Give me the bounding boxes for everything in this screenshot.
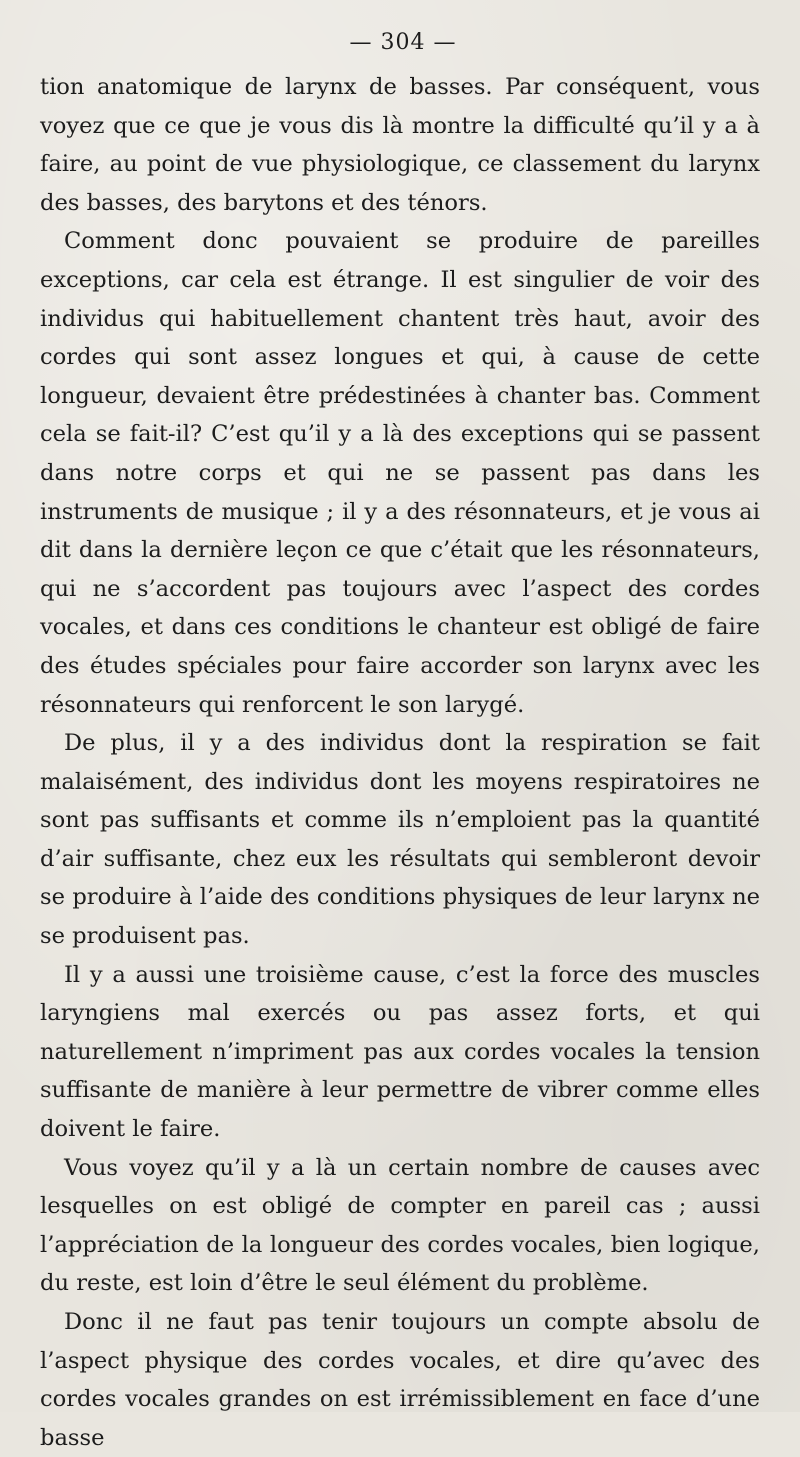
paragraph-causes: Vous voyez qu’il y a là un certain nombre de causes avec lesquelles on est obligé de compter en pareil cas ; aussi l’appréciation de la longueur des cordes vocales, bien logique, du reste, est loin d’être le seul élément du problème. (40, 1154, 760, 1297)
paragraph-exceptions: Comment donc pouvaient se produire de pareilles exceptions, car cela est étrange. Il est singulier de voir des individus qui habituellement chantent très haut, avoir des cordes qui sont assez longues et qui, à cause de cette longueur, devaient être prédestinées à chanter bas. Comment cela se fait-il? C’est qu’il y a là des exceptions qui se passent dans notre corps et qui ne se passent pas dans les instruments de musique ; il y a des résonnateurs, et je vous ai dit dans la dernière leçon ce que c’était que les résonnateurs, qui ne s’accordent pas toujours avec l’aspect des cordes vocales, et dans ces conditions le chanteur est obligé de faire des études spéciales pour faire accorder son larynx avec les résonnateurs qui renforcent le son larygé. (40, 228, 760, 718)
paragraph-respiration: De plus, il y a des individus dont la respiration se fait malaisément, des individus dont les moyens respiratoires ne sont pas suffisants et comme ils n’emploient pas la quantité d’air suffisante, chez eux les résultats qui sembleront devoir se produire à l’aide des conditions physiques de leur larynx ne se produisent pas. (40, 730, 760, 950)
paragraph-continuation: tion anatomique de larynx de basses. Par conséquent, vous voyez que ce que je vous dis là montre la difficulté qu’il y a à faire, au point de vue physiologique, ce classement du larynx des basses, des barytons et des ténors. (40, 74, 760, 216)
paragraph-conclusion: Donc il ne faut pas tenir toujours un compte absolu de l’aspect physique des cordes vocales, et dire qu’avec des cordes vocales grandes on est irrémissiblement en face d’une basse (40, 1309, 760, 1451)
page-number: — 304 — (349, 30, 457, 55)
paragraph-muscles: Il y a aussi une troisième cause, c’est la force des muscles laryngiens mal exercés ou pas assez forts, et qui naturellement n’impriment pas aux cordes vocales la tension suffisante de manière à leur permettre de vibrer comme elles doivent le faire. (40, 961, 760, 1143)
